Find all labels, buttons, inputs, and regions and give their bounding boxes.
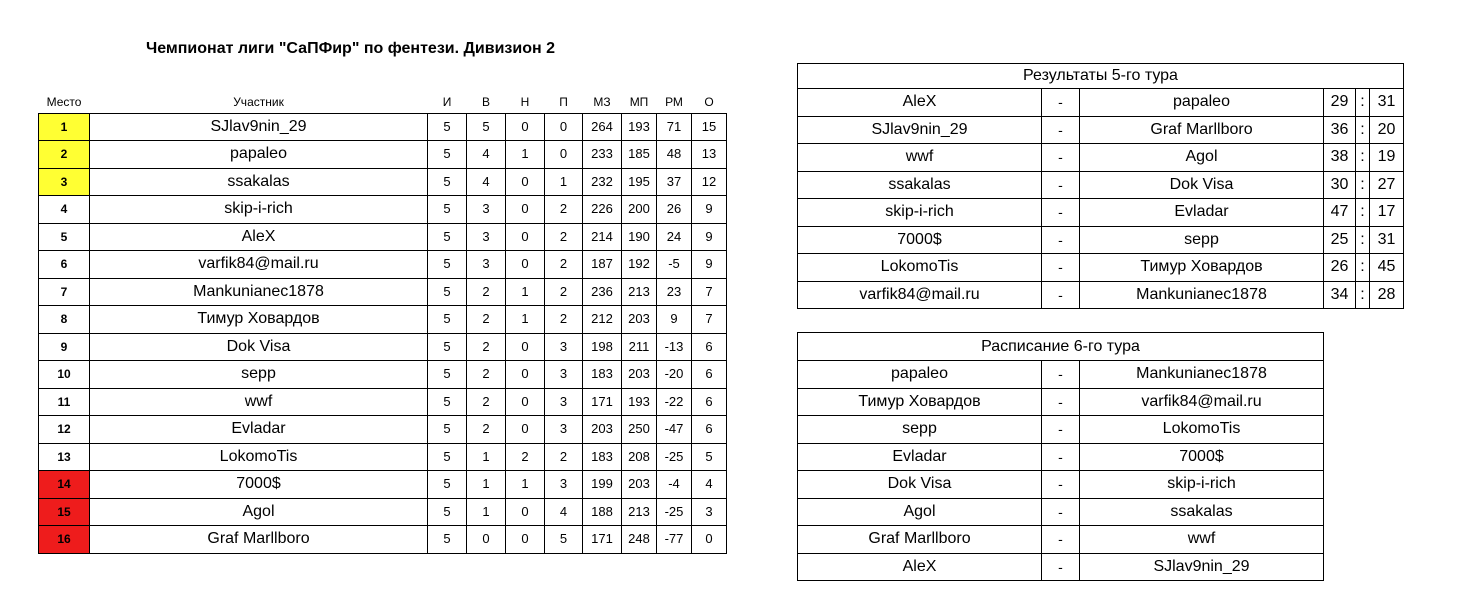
home-team-cell: SJlav9nin_29 [798, 116, 1042, 144]
column-header: Участник [233, 94, 284, 109]
home-team-cell: AleX [798, 553, 1042, 581]
participant-cell: skip-i-rich [90, 196, 428, 224]
separator-cell: - [1042, 498, 1080, 526]
home-score-cell: 25 [1324, 226, 1356, 254]
points-cell: 6 [692, 416, 727, 444]
scored-cell: 212 [583, 306, 622, 334]
place-cell: 3 [39, 168, 90, 196]
table-row [798, 281, 1404, 309]
standings-table [38, 92, 727, 554]
played-cell: 5 [428, 361, 467, 389]
points-cell: 3 [692, 498, 727, 526]
diff-cell: -25 [657, 443, 692, 471]
played-cell: 5 [428, 526, 467, 554]
participant-cell: SJlav9nin_29 [90, 113, 428, 141]
drawn-cell: 0 [506, 196, 545, 224]
diff-cell: -25 [657, 498, 692, 526]
conceded-cell: 208 [622, 443, 657, 471]
home-team-cell: Тимур Ховардов [798, 388, 1042, 416]
scored-cell: 171 [583, 526, 622, 554]
participant-cell: Evladar [90, 416, 428, 444]
drawn-cell: 0 [506, 223, 545, 251]
diff-cell: 9 [657, 306, 692, 334]
played-cell: 5 [428, 223, 467, 251]
points-cell: 9 [692, 223, 727, 251]
played-cell: 5 [428, 278, 467, 306]
table-row [798, 471, 1324, 499]
away-team-cell: Graf Marllboro [1080, 116, 1324, 144]
home-score-cell: 38 [1324, 144, 1356, 172]
place-cell: 4 [39, 196, 90, 224]
participant-cell: Dok Visa [90, 333, 428, 361]
lost-cell: 3 [545, 361, 583, 389]
place-cell: 7 [39, 278, 90, 306]
away-score-cell: 45 [1370, 254, 1404, 282]
separator-cell: - [1042, 281, 1080, 309]
diff-cell: 48 [657, 141, 692, 169]
conceded-cell: 250 [622, 416, 657, 444]
table-row [798, 498, 1324, 526]
home-score-cell: 36 [1324, 116, 1356, 144]
away-team-cell: Mankunianec1878 [1080, 281, 1324, 309]
conceded-cell: 203 [622, 471, 657, 499]
table-row [798, 116, 1404, 144]
conceded-cell: 185 [622, 141, 657, 169]
lost-cell: 2 [545, 196, 583, 224]
drawn-cell: 0 [506, 388, 545, 416]
scored-cell: 203 [583, 416, 622, 444]
conceded-cell: 211 [622, 333, 657, 361]
points-cell: 5 [692, 443, 727, 471]
scored-cell: 187 [583, 251, 622, 279]
drawn-cell: 0 [506, 168, 545, 196]
diff-cell: 23 [657, 278, 692, 306]
score-colon-cell: : [1356, 89, 1370, 117]
lost-cell: 2 [545, 223, 583, 251]
table-row [39, 361, 727, 389]
points-cell: 12 [692, 168, 727, 196]
away-team-cell: Agol [1080, 144, 1324, 172]
place-cell: 13 [39, 443, 90, 471]
lost-cell: 3 [545, 471, 583, 499]
points-cell: 9 [692, 251, 727, 279]
won-cell: 5 [467, 113, 506, 141]
participant-cell: varfik84@mail.ru [90, 251, 428, 279]
column-header: В [481, 94, 490, 109]
diff-cell: 24 [657, 223, 692, 251]
played-cell: 5 [428, 196, 467, 224]
conceded-cell: 192 [622, 251, 657, 279]
separator-cell: - [1042, 443, 1080, 471]
table-row [39, 333, 727, 361]
table-row [39, 498, 727, 526]
away-team-cell: SJlav9nin_29 [1080, 553, 1324, 581]
played-cell: 5 [428, 416, 467, 444]
scored-cell: 188 [583, 498, 622, 526]
separator-cell: - [1042, 89, 1080, 117]
won-cell: 2 [467, 361, 506, 389]
table-row [39, 278, 727, 306]
round-5-results-table [797, 63, 1404, 309]
table-row [798, 254, 1404, 282]
home-team-cell: wwf [798, 144, 1042, 172]
drawn-cell: 0 [506, 526, 545, 554]
score-colon-cell: : [1356, 254, 1370, 282]
away-team-cell: varfik84@mail.ru [1080, 388, 1324, 416]
table-row [39, 471, 727, 499]
played-cell: 5 [428, 306, 467, 334]
lost-cell: 0 [545, 141, 583, 169]
won-cell: 3 [467, 196, 506, 224]
drawn-cell: 0 [506, 416, 545, 444]
separator-cell: - [1042, 361, 1080, 389]
table-row [798, 361, 1324, 389]
conceded-cell: 203 [622, 361, 657, 389]
lost-cell: 2 [545, 278, 583, 306]
home-score-cell: 29 [1324, 89, 1356, 117]
points-cell: 9 [692, 196, 727, 224]
table-row [39, 223, 727, 251]
scored-cell: 183 [583, 443, 622, 471]
scored-cell: 198 [583, 333, 622, 361]
away-team-cell: 7000$ [1080, 443, 1324, 471]
table-row [798, 199, 1404, 227]
home-team-cell: Dok Visa [798, 471, 1042, 499]
away-score-cell: 20 [1370, 116, 1404, 144]
lost-cell: 2 [545, 306, 583, 334]
won-cell: 2 [467, 416, 506, 444]
table-row [798, 553, 1324, 581]
played-cell: 5 [428, 388, 467, 416]
home-team-cell: LokomoTis [798, 254, 1042, 282]
place-cell: 9 [39, 333, 90, 361]
diff-cell: -22 [657, 388, 692, 416]
score-colon-cell: : [1356, 281, 1370, 309]
score-colon-cell: : [1356, 199, 1370, 227]
participant-cell: sepp [90, 361, 428, 389]
table-row [39, 168, 727, 196]
away-team-cell: sepp [1080, 226, 1324, 254]
table-row [39, 251, 727, 279]
home-team-cell: papaleo [798, 361, 1042, 389]
scored-cell: 171 [583, 388, 622, 416]
home-team-cell: ssakalas [798, 171, 1042, 199]
separator-cell: - [1042, 471, 1080, 499]
scored-cell: 183 [583, 361, 622, 389]
participant-cell: 7000$ [90, 471, 428, 499]
points-cell: 6 [692, 361, 727, 389]
separator-cell: - [1042, 553, 1080, 581]
won-cell: 2 [467, 278, 506, 306]
lost-cell: 3 [545, 333, 583, 361]
column-header: МП [629, 94, 649, 109]
away-team-cell: LokomoTis [1080, 416, 1324, 444]
home-team-cell: Graf Marllboro [798, 526, 1042, 554]
points-cell: 13 [692, 141, 727, 169]
away-team-cell: Evladar [1080, 199, 1324, 227]
home-team-cell: Agol [798, 498, 1042, 526]
home-team-cell: varfik84@mail.ru [798, 281, 1042, 309]
played-cell: 5 [428, 498, 467, 526]
points-cell: 0 [692, 526, 727, 554]
scored-cell: 214 [583, 223, 622, 251]
played-cell: 5 [428, 113, 467, 141]
table-row [39, 306, 727, 334]
participant-cell: Mankunianec1878 [90, 278, 428, 306]
participant-cell: AleX [90, 223, 428, 251]
conceded-cell: 213 [622, 278, 657, 306]
diff-cell: -77 [657, 526, 692, 554]
lost-cell: 4 [545, 498, 583, 526]
page-title: Чемпионат лиги "СаПФир" по фентези. Дивизион 2 [146, 40, 555, 57]
played-cell: 5 [428, 168, 467, 196]
table-row [39, 141, 727, 169]
conceded-cell: 213 [622, 498, 657, 526]
separator-cell: - [1042, 199, 1080, 227]
diff-cell: -13 [657, 333, 692, 361]
table-row [798, 144, 1404, 172]
away-team-cell: Тимур Ховардов [1080, 254, 1324, 282]
table-row [798, 526, 1324, 554]
table-row [798, 171, 1404, 199]
home-score-cell: 47 [1324, 199, 1356, 227]
diff-cell: 37 [657, 168, 692, 196]
conceded-cell: 203 [622, 306, 657, 334]
results-caption: Результаты 5-го тура [798, 64, 1404, 89]
standings-header-row [39, 92, 727, 113]
points-cell: 4 [692, 471, 727, 499]
participant-cell: ssakalas [90, 168, 428, 196]
won-cell: 3 [467, 251, 506, 279]
played-cell: 5 [428, 251, 467, 279]
conceded-cell: 190 [622, 223, 657, 251]
separator-cell: - [1042, 388, 1080, 416]
away-score-cell: 28 [1370, 281, 1404, 309]
conceded-cell: 193 [622, 113, 657, 141]
table-row [39, 443, 727, 471]
won-cell: 1 [467, 471, 506, 499]
points-cell: 7 [692, 278, 727, 306]
participant-cell: Graf Marllboro [90, 526, 428, 554]
away-team-cell: Mankunianec1878 [1080, 361, 1324, 389]
place-cell: 16 [39, 526, 90, 554]
score-colon-cell: : [1356, 226, 1370, 254]
away-score-cell: 27 [1370, 171, 1404, 199]
drawn-cell: 2 [506, 443, 545, 471]
drawn-cell: 1 [506, 306, 545, 334]
table-row [798, 89, 1404, 117]
scored-cell: 226 [583, 196, 622, 224]
separator-cell: - [1042, 526, 1080, 554]
away-score-cell: 31 [1370, 226, 1404, 254]
column-header: П [559, 94, 568, 109]
separator-cell: - [1042, 226, 1080, 254]
away-team-cell: ssakalas [1080, 498, 1324, 526]
conceded-cell: 193 [622, 388, 657, 416]
separator-cell: - [1042, 116, 1080, 144]
points-cell: 6 [692, 333, 727, 361]
lost-cell: 5 [545, 526, 583, 554]
won-cell: 1 [467, 498, 506, 526]
won-cell: 0 [467, 526, 506, 554]
separator-cell: - [1042, 171, 1080, 199]
lost-cell: 3 [545, 388, 583, 416]
participant-cell: Тимур Ховардов [90, 306, 428, 334]
home-team-cell: AleX [798, 89, 1042, 117]
place-cell: 1 [39, 113, 90, 141]
round-6-schedule-table [797, 332, 1324, 581]
diff-cell: -5 [657, 251, 692, 279]
drawn-cell: 1 [506, 471, 545, 499]
away-score-cell: 31 [1370, 89, 1404, 117]
conceded-cell: 248 [622, 526, 657, 554]
away-team-cell: Dok Visa [1080, 171, 1324, 199]
column-header: Н [520, 94, 530, 109]
table-row [39, 113, 727, 141]
schedule-caption: Расписание 6-го тура [798, 333, 1324, 361]
drawn-cell: 0 [506, 498, 545, 526]
place-cell: 14 [39, 471, 90, 499]
separator-cell: - [1042, 416, 1080, 444]
table-row [798, 443, 1324, 471]
lost-cell: 2 [545, 443, 583, 471]
won-cell: 1 [467, 443, 506, 471]
played-cell: 5 [428, 333, 467, 361]
drawn-cell: 0 [506, 113, 545, 141]
scored-cell: 233 [583, 141, 622, 169]
away-team-cell: wwf [1080, 526, 1324, 554]
column-header: И [442, 94, 452, 109]
place-cell: 15 [39, 498, 90, 526]
away-score-cell: 19 [1370, 144, 1404, 172]
lost-cell: 3 [545, 416, 583, 444]
table-row [39, 526, 727, 554]
table-row [39, 196, 727, 224]
scored-cell: 264 [583, 113, 622, 141]
points-cell: 15 [692, 113, 727, 141]
place-cell: 6 [39, 251, 90, 279]
drawn-cell: 0 [506, 361, 545, 389]
drawn-cell: 0 [506, 251, 545, 279]
place-cell: 2 [39, 141, 90, 169]
score-colon-cell: : [1356, 116, 1370, 144]
column-header: МЗ [593, 94, 611, 109]
place-cell: 5 [39, 223, 90, 251]
home-score-cell: 30 [1324, 171, 1356, 199]
home-team-cell: Evladar [798, 443, 1042, 471]
participant-cell: papaleo [90, 141, 428, 169]
away-team-cell: skip-i-rich [1080, 471, 1324, 499]
away-team-cell: papaleo [1080, 89, 1324, 117]
scored-cell: 236 [583, 278, 622, 306]
place-cell: 12 [39, 416, 90, 444]
column-header: РМ [665, 94, 683, 109]
participant-cell: Agol [90, 498, 428, 526]
diff-cell: -4 [657, 471, 692, 499]
score-colon-cell: : [1356, 144, 1370, 172]
diff-cell: 71 [657, 113, 692, 141]
won-cell: 3 [467, 223, 506, 251]
home-team-cell: sepp [798, 416, 1042, 444]
won-cell: 2 [467, 333, 506, 361]
scored-cell: 199 [583, 471, 622, 499]
table-row [39, 416, 727, 444]
table-row [798, 226, 1404, 254]
home-score-cell: 26 [1324, 254, 1356, 282]
lost-cell: 2 [545, 251, 583, 279]
participant-cell: LokomoTis [90, 443, 428, 471]
away-score-cell: 17 [1370, 199, 1404, 227]
won-cell: 4 [467, 168, 506, 196]
separator-cell: - [1042, 144, 1080, 172]
table-row [798, 416, 1324, 444]
home-score-cell: 34 [1324, 281, 1356, 309]
won-cell: 4 [467, 141, 506, 169]
won-cell: 2 [467, 388, 506, 416]
place-cell: 8 [39, 306, 90, 334]
drawn-cell: 1 [506, 278, 545, 306]
diff-cell: -47 [657, 416, 692, 444]
diff-cell: 26 [657, 196, 692, 224]
separator-cell: - [1042, 254, 1080, 282]
played-cell: 5 [428, 471, 467, 499]
won-cell: 2 [467, 306, 506, 334]
place-cell: 11 [39, 388, 90, 416]
conceded-cell: 200 [622, 196, 657, 224]
table-row [39, 388, 727, 416]
drawn-cell: 0 [506, 333, 545, 361]
participant-cell: wwf [90, 388, 428, 416]
played-cell: 5 [428, 141, 467, 169]
points-cell: 7 [692, 306, 727, 334]
scored-cell: 232 [583, 168, 622, 196]
lost-cell: 1 [545, 168, 583, 196]
drawn-cell: 1 [506, 141, 545, 169]
table-row [798, 388, 1324, 416]
lost-cell: 0 [545, 113, 583, 141]
column-header: Место [46, 94, 82, 109]
column-header: О [704, 94, 714, 109]
home-team-cell: 7000$ [798, 226, 1042, 254]
home-team-cell: skip-i-rich [798, 199, 1042, 227]
place-cell: 10 [39, 361, 90, 389]
score-colon-cell: : [1356, 171, 1370, 199]
diff-cell: -20 [657, 361, 692, 389]
conceded-cell: 195 [622, 168, 657, 196]
played-cell: 5 [428, 443, 467, 471]
points-cell: 6 [692, 388, 727, 416]
